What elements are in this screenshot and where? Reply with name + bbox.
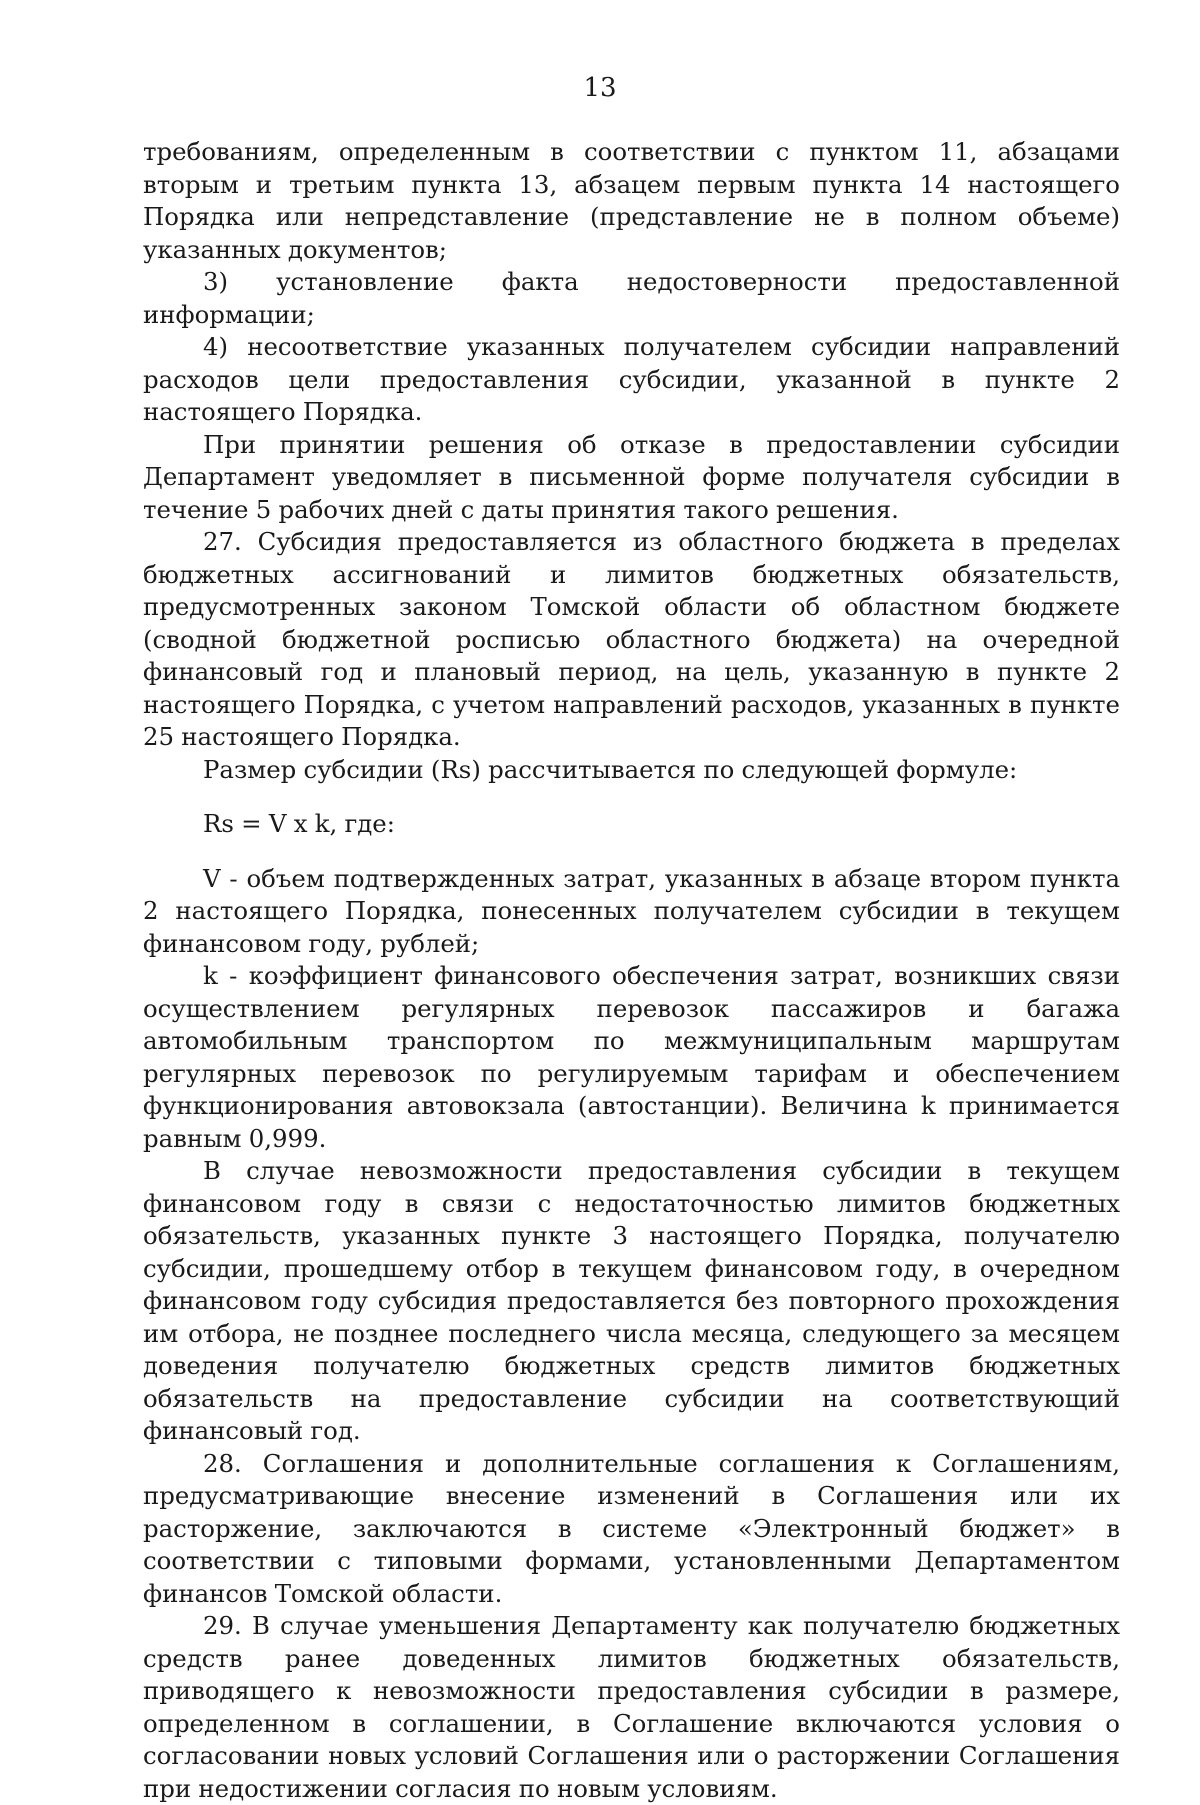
paragraph-definition-k: k - коэффициент финансового обеспечения затрат, возникших связи осуществлением регулярных перевозок пассажиров и багажа автомобильным транспортом по межмуниципальным маршрутам регулярных перевозок по регулируемым тарифам и обеспечением функционирования автовокзала (автостанции). Величина k принимается равным 0,999. [143,961,1120,1153]
subsidy-formula: Rs = V x k, где: [203,809,395,838]
paragraph-clause-27: 27. Субсидия предоставляется из областного бюджета в пределах бюджетных ассигнований и лимитов бюджетных обязательств, предусмотренных законом Томской области об областном бюджете (сводной бюджетной росписью областного бюджета) на очередной финансовый год и плановый период, на цель, указанную в пункте 2 настоящего Порядка, с учетом направлений расходов, указанных в пункте 25 настоящего Порядка. [143,527,1120,751]
document-body [143,136,1120,1805]
paragraph-item-3: 3) установление факта недостоверности предоставленной информации; [143,267,1120,329]
paragraph-continuation: требованиям, определенным в соответствии с пунктом 11, абзацами вторым и третьим пункта 13, абзацем первым пункта 14 настоящего Порядка или непредставление (представление не в полном объеме) указанных документов; [143,137,1120,264]
page-number: 13 [583,73,617,103]
paragraph-refusal-notice: При принятии решения об отказе в предоставлении субсидии Департамент уведомляет в письменной форме получателя субсидии в течение 5 рабочих дней с даты принятия такого решения. [143,429,1120,524]
paragraph-insufficient-limits: В случае невозможности предоставления субсидии в текущем финансовом году в связи с недостаточностью лимитов бюджетных обязательств, указанных пункте 3 настоящего Порядка, получателю субсидии, прошедшему отбор в текущем финансовом году, в очередном финансовом году субсидия предоставляется без повторного прохождения им отбора, не позднее последнего числа месяца, следующего за месяцем доведения получателю бюджетных средств лимитов бюджетных обязательств на предоставление субсидии на соответствующий финансовый год. [143,1156,1120,1445]
paragraph-definition-v: V - объем подтвержденных затрат, указанных в абзаце втором пункта 2 настоящего Порядка, понесенных получателем субсидии в текущем финансовом году, рублей; [143,863,1120,958]
paragraph-clause-28: 28. Соглашения и дополнительные соглашения к Соглашениям, предусматривающие внесение изменений в Соглашения или их расторжение, заключаются в системе «Электронный бюджет» в соответствии с типовыми формами, установленными Департаментом финансов Томской области. [143,1448,1120,1608]
paragraph-formula-intro: Размер субсидии (Rs) рассчитывается по следующей формуле: [203,754,1018,784]
paragraph-item-4: 4) несоответствие указанных получателем субсидии направлений расходов цели предоставления субсидии, указанной в пункте 2 настоящего Порядка. [143,332,1120,426]
paragraph-clause-29: 29. В случае уменьшения Департаменту как получателю бюджетных средств ранее доведенных лимитов бюджетных обязательств, приводящего к невозможности предоставления субсидии в размере, определенном в соглашении, в Соглашение включаются условия о согласовании новых условий Соглашения или о расторжении Соглашения при недостижении согласия по новым условиям. [143,1611,1120,1803]
